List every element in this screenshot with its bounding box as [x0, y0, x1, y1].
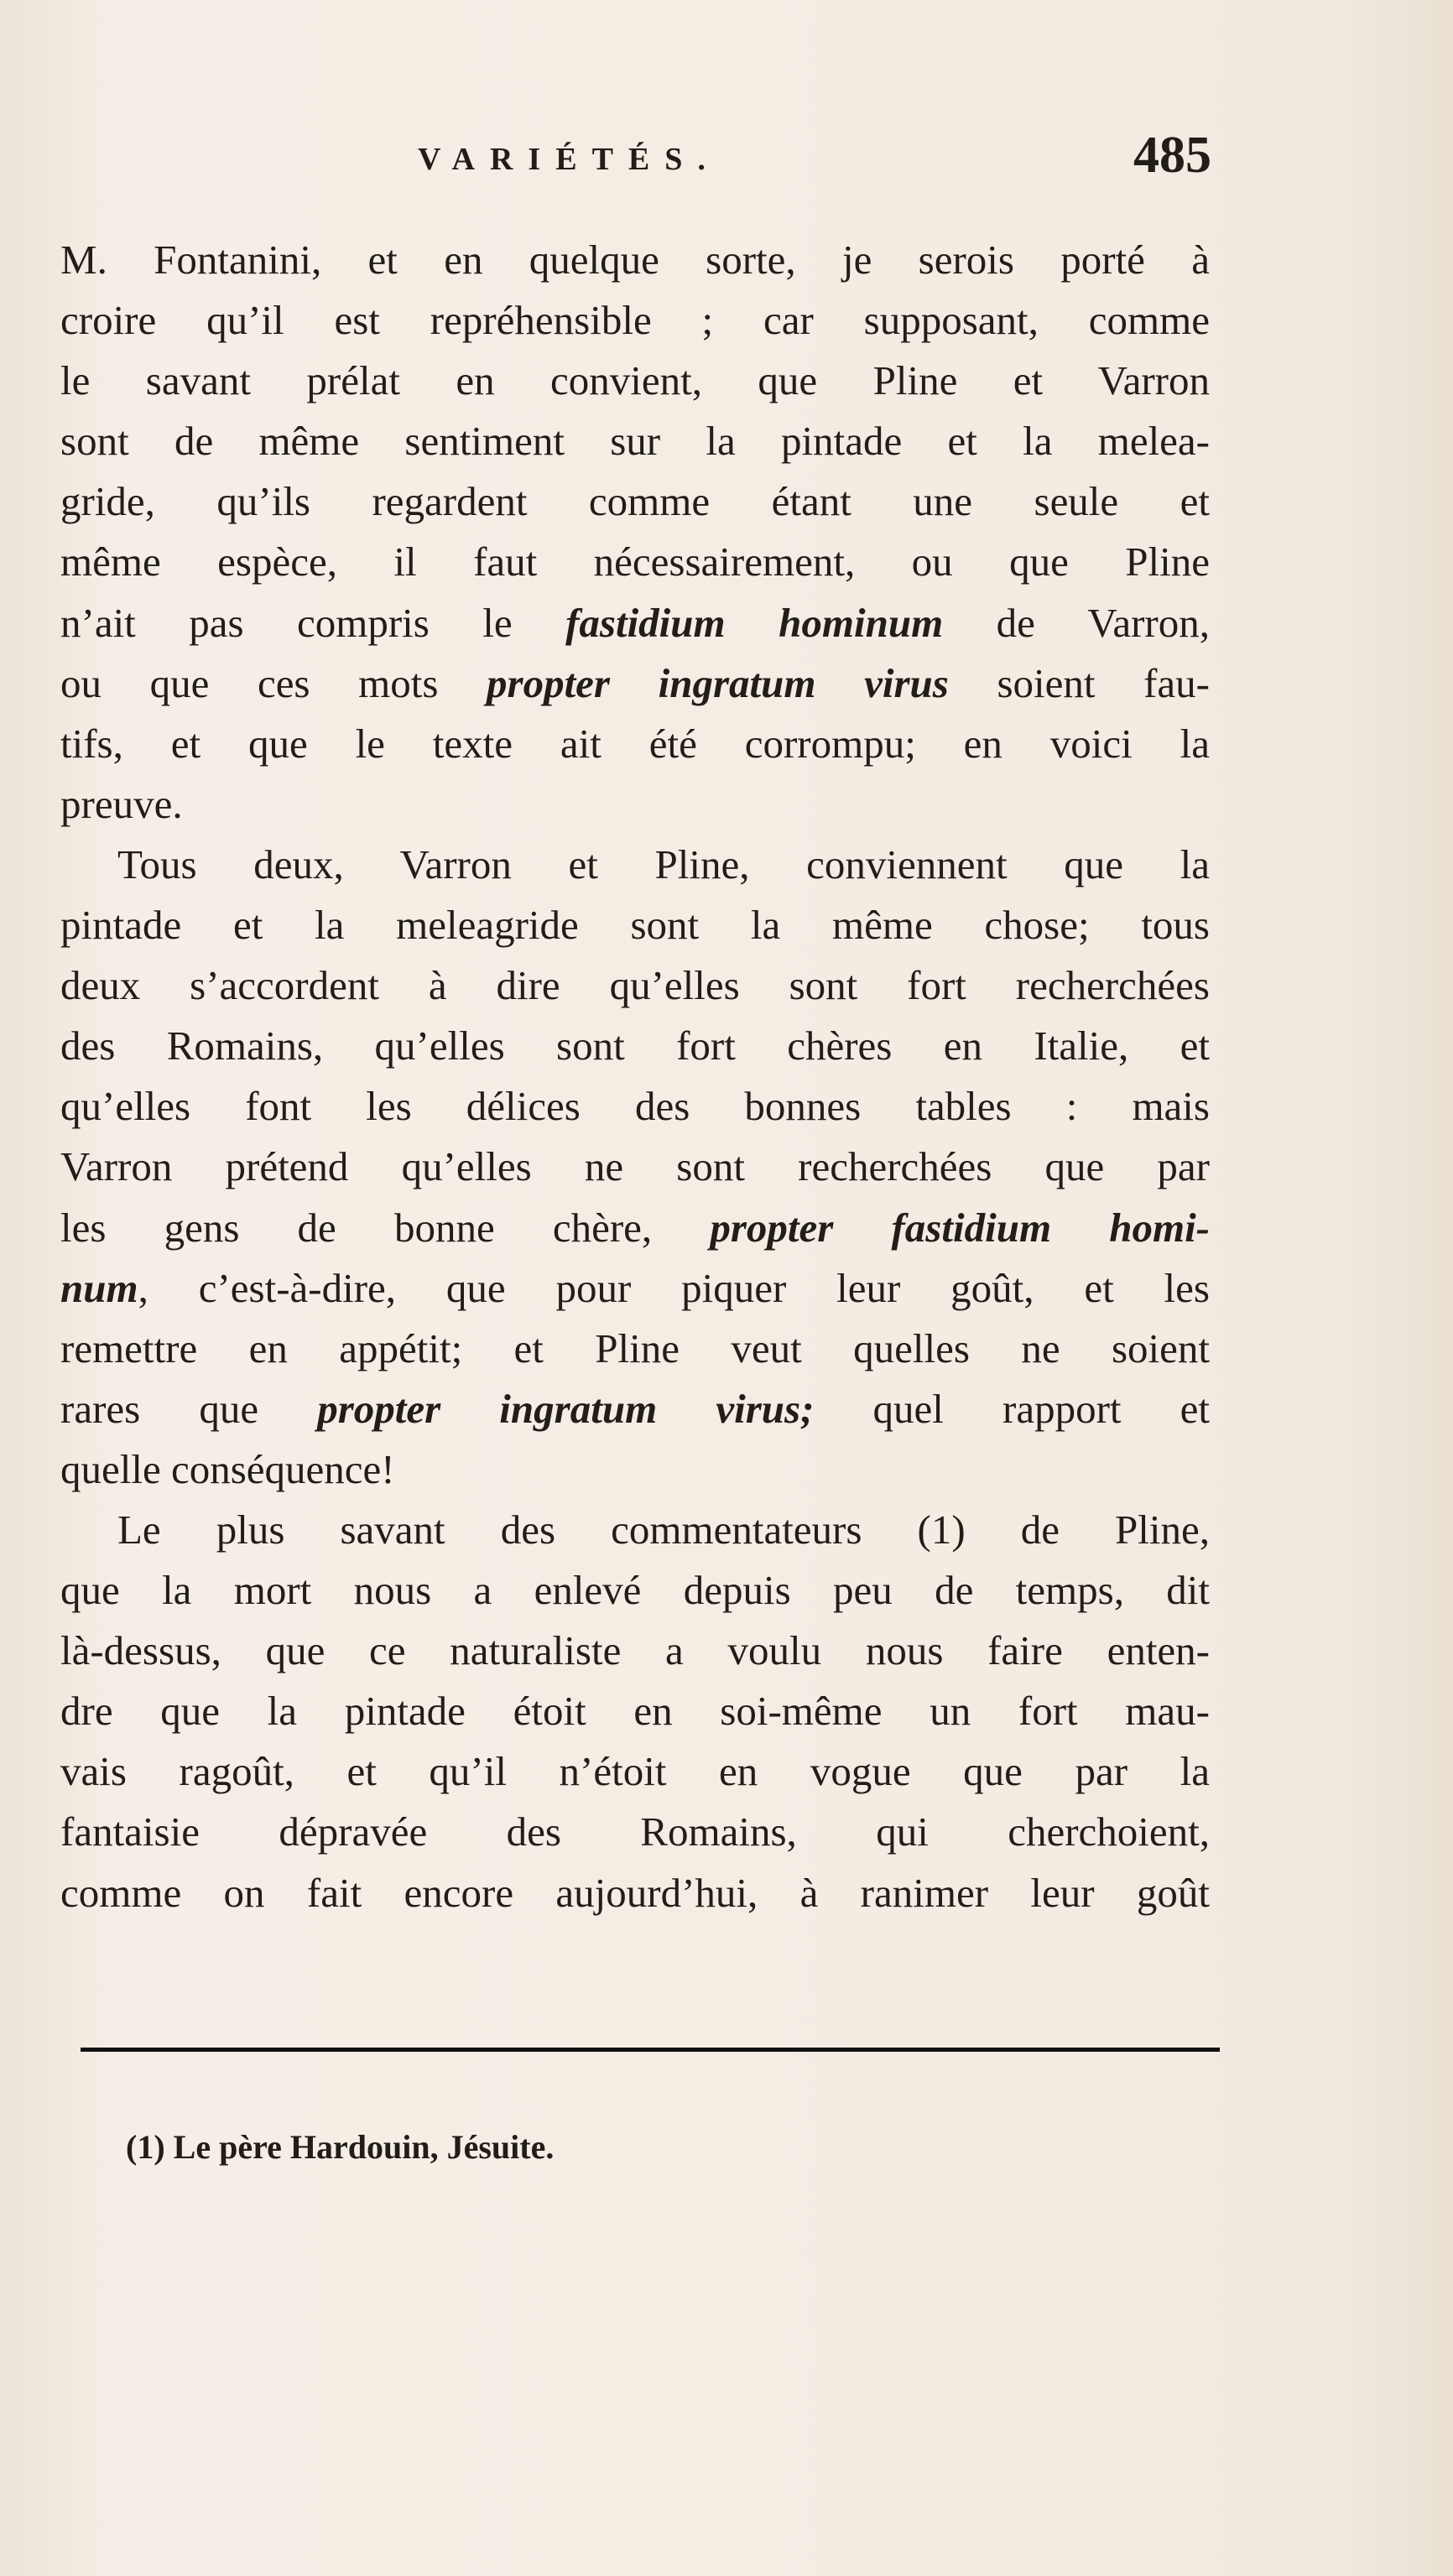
text-line — [60, 1560, 1210, 1621]
italic-text-segment: fastidium hominum — [565, 599, 944, 646]
text-segment: pintade et la meleagride sont la même chose; tous — [60, 902, 1210, 949]
text-segment: là-dessus, que ce naturaliste a voulu nous faire enten- — [60, 1627, 1210, 1674]
text-segment: comme on fait encore aujourd’hui, à ranimer leur goût — [60, 1869, 1210, 1916]
text-line — [60, 290, 1210, 351]
text-line — [60, 411, 1210, 471]
text-line — [60, 774, 1210, 835]
text-segment: dre que la pintade étoit en soi-même un fort mau- — [60, 1688, 1210, 1735]
text-segment: gride, qu’ils regardent comme étant une seule et — [60, 478, 1210, 525]
text-segment: de Varron, — [943, 599, 1210, 646]
text-line — [60, 955, 1210, 1016]
text-segment: vais ragoût, et qu’il n’étoit en vogue que par la — [60, 1748, 1210, 1795]
text-line — [60, 1016, 1210, 1076]
text-line — [60, 1379, 1210, 1439]
text-segment: le savant prélat en convient, que Pline et Varron — [60, 357, 1210, 404]
running-head: VARIÉTÉS. — [418, 142, 721, 177]
text-line — [60, 593, 1210, 653]
text-line — [60, 1319, 1210, 1379]
page-header — [79, 126, 1211, 193]
text-line — [60, 714, 1210, 774]
text-segment: preuve. — [60, 780, 183, 827]
text-segment: les gens de bonne chère, — [60, 1204, 711, 1251]
text-line — [60, 1137, 1210, 1197]
text-segment: soient fau- — [948, 659, 1210, 706]
italic-text-segment: propter ingratum virus; — [317, 1385, 815, 1432]
text-segment: , c’est-à-dire, que pour piquer leur goût, et les — [138, 1264, 1210, 1311]
text-line — [60, 1258, 1210, 1319]
text-line — [60, 1863, 1210, 1923]
text-segment: tifs, et que le texte ait été corrompu; en voici la — [60, 720, 1210, 767]
italic-text-segment: propter fastidium homi- — [710, 1204, 1210, 1251]
text-line — [60, 1802, 1210, 1862]
text-segment: croire qu’il est repréhensible ; car supposant, comme — [60, 297, 1210, 344]
text-line — [60, 1621, 1210, 1681]
footnote-rule — [81, 2048, 1220, 2052]
text-segment: Tous deux, Varron et Pline, conviennent que la — [117, 840, 1210, 887]
text-segment: Varron prétend qu’elles ne sont recherchées que par — [60, 1143, 1210, 1190]
text-segment: ou que ces mots — [60, 659, 487, 706]
text-segment: qu’elles font les délices des bonnes tables : mais — [60, 1083, 1210, 1130]
text-segment: que la mort nous a enlevé depuis peu de temps, dit — [60, 1567, 1210, 1614]
text-segment: deux s’accordent à dire qu’elles sont fort recherchées — [60, 962, 1210, 1009]
main-text — [60, 230, 1210, 1923]
text-segment: fantaisie dépravée des Romains, qui cherchoient, — [60, 1808, 1210, 1855]
text-segment: rares que — [60, 1385, 318, 1432]
text-segment: n’ait pas compris le — [60, 599, 566, 646]
text-segment: même espèce, il faut nécessairement, ou que Pline — [60, 539, 1210, 585]
text-line — [60, 1439, 1210, 1500]
text-line — [60, 1681, 1210, 1741]
text-segment: M. Fontanini, et en quelque sorte, je serois porté à — [60, 237, 1210, 283]
text-segment: quelle conséquence! — [60, 1445, 395, 1492]
text-line — [60, 895, 1210, 955]
text-line — [60, 835, 1210, 895]
text-line — [60, 471, 1210, 532]
italic-text-segment: num — [60, 1264, 138, 1311]
text-line — [60, 1198, 1210, 1258]
footnote: (1) Le père Hardouin, Jésuite. — [126, 2128, 555, 2166]
text-segment: sont de même sentiment sur la pintade et la melea- — [60, 418, 1210, 465]
text-segment: des Romains, qu’elles sont fort chères en Italie, et — [60, 1023, 1210, 1069]
text-line — [60, 230, 1210, 290]
italic-text-segment: propter ingratum virus — [487, 659, 949, 706]
text-segment: Le plus savant des commentateurs (1) de Pline, — [117, 1506, 1210, 1553]
text-segment: quel rapport et — [814, 1385, 1210, 1432]
text-line — [60, 351, 1210, 411]
text-line — [60, 1741, 1210, 1802]
text-segment: remettre en appétit; et Pline veut quelles ne soient — [60, 1324, 1210, 1371]
text-line — [60, 532, 1210, 592]
text-line — [60, 1500, 1210, 1560]
text-line — [60, 1076, 1210, 1137]
text-line — [60, 653, 1210, 714]
page-number: 485 — [1133, 127, 1211, 184]
